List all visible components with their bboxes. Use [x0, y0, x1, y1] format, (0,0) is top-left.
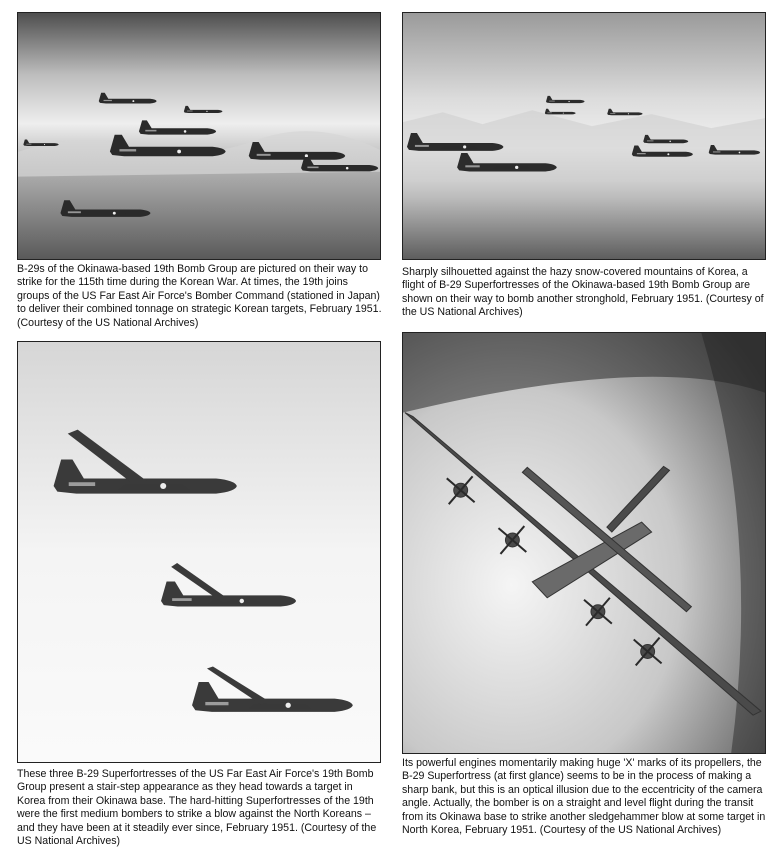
photo-three-b29-stair-step: [17, 341, 381, 763]
caption-photo-4: Its powerful engines momentarily making huge 'X' marks of its propellers, the B-29 Superfortress (at first glance) seems to be in the process of making a sharp bank, but this is an optical illusion due to the eccentricity of the camera angle. Actually, the bomber is on a straight and level flight during the transit from its Okinawa base to strike another sledgehammer blow at some target in North Korea, February 1951. (Courtesy of the US National Archives): [402, 757, 766, 837]
photo-b29-formation-1: [17, 12, 381, 260]
photo-b29-camera-angle: [402, 332, 766, 754]
caption-photo-3: These three B-29 Superfortresses of the US Far East Air Force's 19th Bomb Group present a stair-step appearance as they head towards a target in Korea from their Okinawa base. The hard-hitting Superfortresses of the 19th were the first medium bombers to strike a blow against the North Koreans – and they have been at it steadily ever since, February 1951. (Courtesy of the US National Archives): [17, 768, 377, 848]
caption-photo-2: Sharply silhouetted against the hazy snow-covered mountains of Korea, a flight of B-29 Superfortresses of the Okinawa-based 19th Bomb Group are shown on their way to bomb another stronghold, February 1951. (Courtesy of the US National Archives): [402, 266, 764, 319]
photo-b29-formation-2: [402, 12, 766, 260]
caption-photo-1: B-29s of the Okinawa-based 19th Bomb Group are pictured on their way to strike for the 115th time during the Korean War. At times, the 19th joins groups of the US Far East Air Force's Bomber Command (stationed in Japan) to deliver their combined tonnage on strategic Korean targets, February 1951. (Courtesy of the US National Archives): [17, 263, 382, 329]
